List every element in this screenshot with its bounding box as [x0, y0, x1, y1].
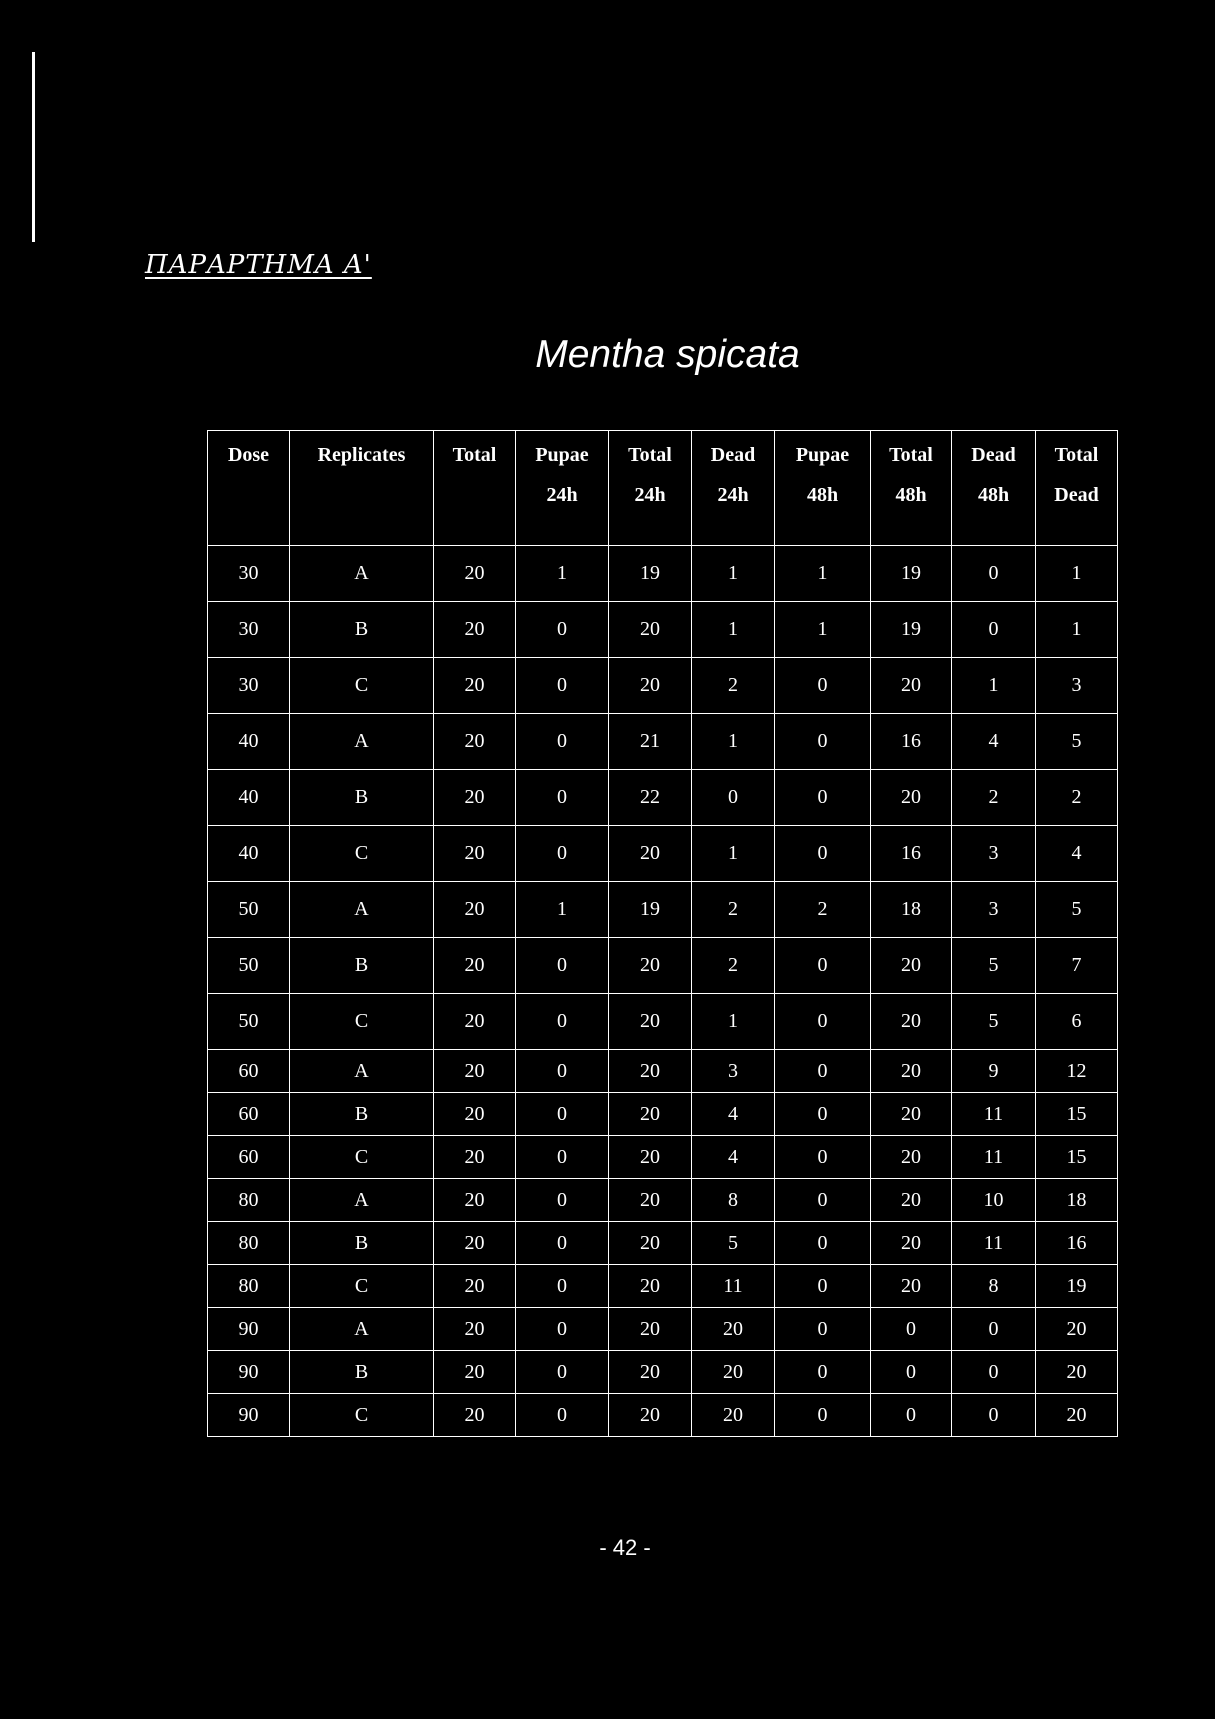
table-cell: 30: [208, 546, 290, 602]
table-cell: 0: [775, 1265, 871, 1308]
table-cell: 0: [516, 1222, 609, 1265]
table-cell: 3: [952, 882, 1036, 938]
column-header-line: Dose: [227, 444, 270, 466]
table-cell: 0: [775, 714, 871, 770]
table-cell: 50: [208, 994, 290, 1050]
column-header-line: Total: [889, 444, 933, 466]
table-cell: 0: [516, 826, 609, 882]
table-cell: 20: [1036, 1394, 1118, 1437]
table-cell: 20: [871, 1093, 952, 1136]
table-cell: 0: [952, 1394, 1036, 1437]
table-cell: 15: [1036, 1093, 1118, 1136]
table-cell: 2: [952, 770, 1036, 826]
table-cell: 11: [952, 1136, 1036, 1179]
table-cell: A: [290, 546, 434, 602]
table-cell: 20: [434, 1222, 516, 1265]
table-cell: 0: [775, 658, 871, 714]
table-cell: 20: [871, 938, 952, 994]
table-cell: 2: [692, 882, 775, 938]
table-cell: 0: [871, 1351, 952, 1394]
table-cell: B: [290, 1351, 434, 1394]
table-cell: 10: [952, 1179, 1036, 1222]
table-cell: 0: [516, 1050, 609, 1093]
column-header-line: Replicates: [317, 444, 406, 466]
table-cell: 3: [1036, 658, 1118, 714]
table-cell: 0: [775, 770, 871, 826]
table-cell: 0: [516, 1179, 609, 1222]
table-cell: 0: [516, 602, 609, 658]
table-cell: 0: [516, 658, 609, 714]
table-cell: 80: [208, 1265, 290, 1308]
table-row: [208, 1265, 1118, 1308]
table-cell: 0: [692, 770, 775, 826]
column-header: [609, 431, 692, 546]
table-cell: 20: [609, 1050, 692, 1093]
table-cell: 20: [609, 658, 692, 714]
table-cell: 1: [692, 994, 775, 1050]
table-cell: B: [290, 770, 434, 826]
table-cell: 19: [609, 882, 692, 938]
page-number: - 42 -: [599, 1535, 651, 1560]
table-cell: 20: [871, 770, 952, 826]
table-cell: A: [290, 1308, 434, 1351]
table-cell: 1: [692, 826, 775, 882]
table-cell: 20: [434, 1093, 516, 1136]
table-cell: 20: [692, 1394, 775, 1437]
column-header-line: Dead: [1054, 484, 1099, 506]
table-cell: 20: [609, 602, 692, 658]
table-cell: 90: [208, 1308, 290, 1351]
table-cell: 20: [609, 1222, 692, 1265]
column-header-line: 48h: [977, 484, 1010, 506]
table-cell: 11: [952, 1093, 1036, 1136]
table-row: [208, 1308, 1118, 1351]
table-cell: 4: [692, 1093, 775, 1136]
column-header: [290, 431, 434, 546]
table-cell: 18: [871, 882, 952, 938]
column-header: [516, 431, 609, 546]
table-cell: 20: [692, 1308, 775, 1351]
table-cell: 80: [208, 1222, 290, 1265]
table-cell: 16: [871, 714, 952, 770]
table-cell: 20: [871, 994, 952, 1050]
table-cell: 20: [434, 826, 516, 882]
table-cell: 1: [775, 546, 871, 602]
table-cell: 6: [1036, 994, 1118, 1050]
table-cell: 0: [516, 1351, 609, 1394]
table-cell: 50: [208, 938, 290, 994]
column-header: [775, 431, 871, 546]
table-cell: 8: [952, 1265, 1036, 1308]
table-cell: 0: [775, 1136, 871, 1179]
table-cell: 16: [871, 826, 952, 882]
data-table: [207, 430, 1118, 1437]
table-cell: 30: [208, 602, 290, 658]
table-cell: 20: [871, 1265, 952, 1308]
table-cell: 0: [516, 1265, 609, 1308]
table-cell: 20: [434, 938, 516, 994]
table-cell: A: [290, 1050, 434, 1093]
table-row: [208, 546, 1118, 602]
table-cell: 40: [208, 770, 290, 826]
table-cell: 4: [692, 1136, 775, 1179]
table-cell: 20: [434, 994, 516, 1050]
table-cell: 2: [775, 882, 871, 938]
column-header: [952, 431, 1036, 546]
table-cell: 20: [434, 1351, 516, 1394]
table-cell: 20: [609, 826, 692, 882]
table-cell: 20: [871, 658, 952, 714]
table-cell: 0: [952, 1351, 1036, 1394]
table-cell: C: [290, 658, 434, 714]
table-cell: 0: [775, 1179, 871, 1222]
table-row: [208, 658, 1118, 714]
column-header-line: Pupae: [535, 444, 589, 466]
table-row: [208, 714, 1118, 770]
appendix-heading: ΠΑΡΑΡΤΗΜΑ Α': [145, 250, 372, 280]
table-cell: 20: [434, 770, 516, 826]
table-cell: 20: [434, 1050, 516, 1093]
table-row: [208, 994, 1118, 1050]
table-cell: 50: [208, 882, 290, 938]
table-cell: 0: [775, 1394, 871, 1437]
table-cell: 20: [871, 1050, 952, 1093]
table-row: [208, 1179, 1118, 1222]
table-cell: C: [290, 1136, 434, 1179]
table-row: [208, 1136, 1118, 1179]
table-cell: 0: [775, 1308, 871, 1351]
table-cell: 20: [609, 1308, 692, 1351]
table-cell: 20: [609, 1265, 692, 1308]
table-cell: 1: [775, 602, 871, 658]
table-cell: A: [290, 882, 434, 938]
table-cell: B: [290, 1093, 434, 1136]
table-cell: 0: [775, 1222, 871, 1265]
table-cell: 18: [1036, 1179, 1118, 1222]
table-cell: 0: [775, 994, 871, 1050]
table-cell: 3: [952, 826, 1036, 882]
column-header: [208, 431, 290, 546]
table-cell: 1: [692, 602, 775, 658]
table-cell: 40: [208, 714, 290, 770]
table-row: [208, 938, 1118, 994]
table-cell: C: [290, 994, 434, 1050]
table-cell: 0: [516, 714, 609, 770]
table-header: [208, 431, 1118, 546]
table-cell: 0: [516, 1394, 609, 1437]
table-cell: 40: [208, 826, 290, 882]
table-cell: 19: [609, 546, 692, 602]
table-cell: 60: [208, 1136, 290, 1179]
table-row: [208, 1394, 1118, 1437]
table-cell: B: [290, 1222, 434, 1265]
table-cell: 60: [208, 1093, 290, 1136]
table-cell: 0: [516, 938, 609, 994]
table-cell: 20: [434, 546, 516, 602]
table-cell: 0: [952, 1308, 1036, 1351]
margin-bar: [32, 52, 35, 242]
table-cell: 3: [692, 1050, 775, 1093]
table-cell: 20: [609, 1394, 692, 1437]
table-cell: C: [290, 826, 434, 882]
table-cell: 20: [871, 1179, 952, 1222]
table-cell: B: [290, 938, 434, 994]
table-cell: 0: [775, 1093, 871, 1136]
column-header-line: Dead: [710, 444, 756, 466]
table-cell: 20: [434, 658, 516, 714]
table-cell: 90: [208, 1351, 290, 1394]
column-header-line: Total: [1054, 444, 1099, 466]
table-cell: 0: [516, 1308, 609, 1351]
table-cell: 7: [1036, 938, 1118, 994]
table-cell: 0: [775, 1351, 871, 1394]
table-cell: 4: [952, 714, 1036, 770]
column-header-line: Total: [452, 444, 497, 466]
column-header-line: 24h: [634, 484, 666, 506]
table-cell: 20: [1036, 1308, 1118, 1351]
table-cell: 4: [1036, 826, 1118, 882]
header-row: [208, 431, 1118, 546]
table-cell: 21: [609, 714, 692, 770]
table-cell: 1: [516, 882, 609, 938]
table-cell: 20: [434, 1394, 516, 1437]
column-header: [871, 431, 952, 546]
table-cell: 20: [609, 994, 692, 1050]
table-cell: 22: [609, 770, 692, 826]
table-row: [208, 1093, 1118, 1136]
table-cell: 19: [1036, 1265, 1118, 1308]
column-header-line: 24h: [717, 484, 749, 506]
table-cell: 20: [434, 714, 516, 770]
table-cell: 0: [871, 1308, 952, 1351]
table-cell: 20: [609, 1093, 692, 1136]
table-cell: 19: [871, 602, 952, 658]
table-cell: 11: [692, 1265, 775, 1308]
table-cell: 60: [208, 1050, 290, 1093]
column-header: [692, 431, 775, 546]
table-cell: 20: [871, 1136, 952, 1179]
table-cell: 20: [609, 938, 692, 994]
table-cell: 20: [434, 602, 516, 658]
table-cell: 5: [1036, 714, 1118, 770]
table-cell: 2: [692, 658, 775, 714]
table-row: [208, 826, 1118, 882]
table-cell: 20: [609, 1351, 692, 1394]
column-header-line: Total: [628, 444, 672, 466]
table-cell: 0: [952, 602, 1036, 658]
table-row: [208, 1050, 1118, 1093]
column-header-line: 48h: [806, 484, 839, 506]
table-cell: 12: [1036, 1050, 1118, 1093]
table-cell: 0: [516, 1136, 609, 1179]
table-cell: 1: [692, 714, 775, 770]
table-cell: 20: [434, 1179, 516, 1222]
table-cell: 20: [434, 1136, 516, 1179]
table-cell: 5: [952, 938, 1036, 994]
column-header-line: Dead: [971, 444, 1016, 466]
table-cell: 0: [952, 546, 1036, 602]
table-cell: 20: [1036, 1351, 1118, 1394]
table-cell: 0: [775, 938, 871, 994]
table-cell: 80: [208, 1179, 290, 1222]
table-cell: 2: [1036, 770, 1118, 826]
table-row: [208, 882, 1118, 938]
table-cell: 5: [952, 994, 1036, 1050]
table-cell: B: [290, 602, 434, 658]
table-row: [208, 602, 1118, 658]
table-cell: 16: [1036, 1222, 1118, 1265]
table-cell: 5: [692, 1222, 775, 1265]
table-cell: 20: [609, 1179, 692, 1222]
table-cell: 1: [516, 546, 609, 602]
table-cell: 1: [692, 546, 775, 602]
table-cell: 20: [434, 882, 516, 938]
table-cell: C: [290, 1394, 434, 1437]
table-cell: A: [290, 1179, 434, 1222]
table-row: [208, 770, 1118, 826]
table-cell: 9: [952, 1050, 1036, 1093]
column-header-line: 48h: [895, 484, 927, 506]
table-cell: 1: [952, 658, 1036, 714]
table-cell: 1: [1036, 546, 1118, 602]
table-body: [208, 546, 1118, 1437]
column-header-line: 24h: [546, 484, 578, 506]
table-cell: 20: [609, 1136, 692, 1179]
table-cell: 1: [1036, 602, 1118, 658]
table-cell: C: [290, 1265, 434, 1308]
table-cell: 0: [516, 1093, 609, 1136]
table-cell: 11: [952, 1222, 1036, 1265]
table-cell: 0: [516, 994, 609, 1050]
column-header: [434, 431, 516, 546]
table-cell: 8: [692, 1179, 775, 1222]
table-cell: 20: [434, 1308, 516, 1351]
table-cell: A: [290, 714, 434, 770]
table-cell: 20: [692, 1351, 775, 1394]
table-row: [208, 1222, 1118, 1265]
table-cell: 15: [1036, 1136, 1118, 1179]
table-cell: 0: [775, 1050, 871, 1093]
table-cell: 20: [434, 1265, 516, 1308]
table-row: [208, 1351, 1118, 1394]
table-cell: 30: [208, 658, 290, 714]
table-cell: 0: [871, 1394, 952, 1437]
table-cell: 5: [1036, 882, 1118, 938]
table-cell: 19: [871, 546, 952, 602]
table-cell: 90: [208, 1394, 290, 1437]
column-header: [1036, 431, 1118, 546]
table-cell: 0: [516, 770, 609, 826]
table-cell: 20: [871, 1222, 952, 1265]
table-cell: 2: [692, 938, 775, 994]
column-header-line: Pupae: [795, 444, 850, 466]
table-cell: 0: [775, 826, 871, 882]
species-title: Mentha spicata: [535, 333, 800, 376]
